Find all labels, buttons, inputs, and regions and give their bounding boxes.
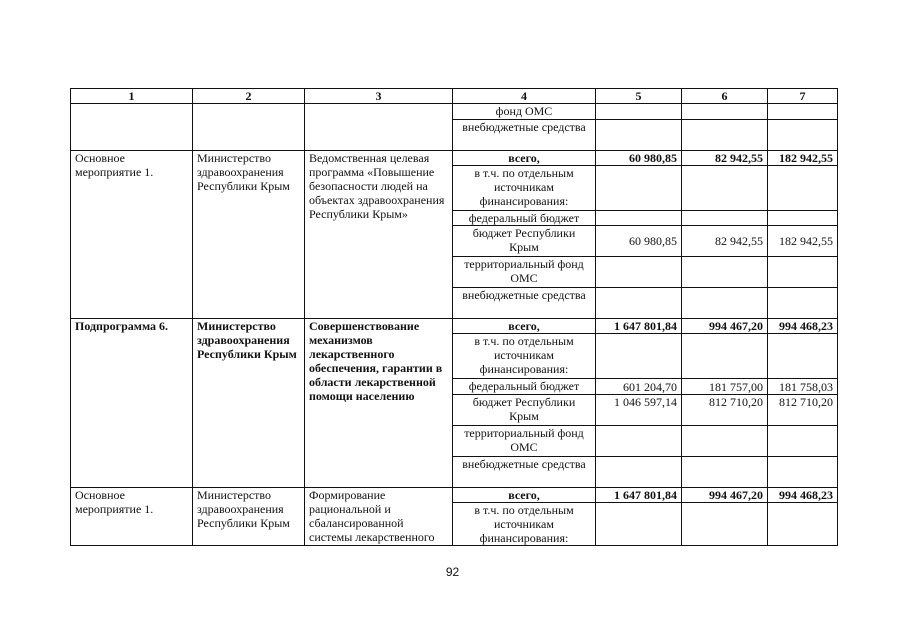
funding-source: внебюджетные средства [453,120,596,151]
value-cell [682,288,768,319]
value-cell: 812 710,20 [768,395,838,426]
value-cell [596,257,682,288]
value-cell [682,211,768,226]
value-cell: 1 647 801,84 [596,319,682,334]
empty-cell [71,104,193,151]
value-cell [682,503,768,546]
empty-cell [193,104,305,151]
activity-description: Формирование рациональной и сбалансированной системы лекарственного [305,488,453,546]
funding-source: федеральный бюджет [453,211,596,226]
value-cell: 60 980,85 [596,151,682,166]
responsible-executor: Министерство здравоохранения Республики Крым [193,151,305,319]
funding-source: федеральный бюджет [453,379,596,395]
column-header: 3 [305,89,453,104]
value-cell [682,426,768,457]
funding-source: внебюджетные средства [453,457,596,488]
column-header: 1 [71,89,193,104]
value-cell [596,503,682,546]
column-header: 7 [768,89,838,104]
value-cell [682,334,768,379]
table-row [71,104,838,120]
value-cell [596,457,682,488]
value-cell [768,104,838,120]
subprogram-name: Подпрограмма 6. [71,319,193,488]
value-cell: 812 710,20 [682,395,768,426]
value-cell [596,166,682,211]
responsible-executor: Министерство здравоохранения Республики Крым [193,488,305,546]
value-cell [768,288,838,319]
value-cell: 1 647 801,84 [596,488,682,503]
funding-source: территориальный фонд ОМС [453,257,596,288]
responsible-executor: Министерство здравоохранения Республики Крым [193,319,305,488]
funding-source: бюджет Республики Крым [453,226,596,257]
value-cell [768,457,838,488]
value-cell: 182 942,55 [768,226,838,257]
column-header: 4 [453,89,596,104]
subprogram-description: Совершенствование механизмов лекарственного обеспечения, гарантии в области лекарственной помощи населению [305,319,453,488]
value-cell: 994 467,20 [682,319,768,334]
funding-source: фонд ОМС [453,104,596,120]
column-header: 5 [596,89,682,104]
value-cell [596,104,682,120]
activity-name: Основное мероприятие 1. [71,151,193,319]
value-cell [596,120,682,151]
value-cell: 82 942,55 [682,151,768,166]
column-header: 2 [193,89,305,104]
funding-source: в т.ч. по отдельным источникам финансирования: [453,503,596,546]
funding-source: всего, [453,319,596,334]
value-cell: 60 980,85 [596,226,682,257]
funding-source: территориальный фонд ОМС [453,426,596,457]
value-cell [768,334,838,379]
column-header: 6 [682,89,768,104]
value-cell [682,104,768,120]
value-cell [768,166,838,211]
value-cell: 82 942,55 [682,226,768,257]
funding-source: бюджет Республики Крым [453,395,596,426]
table-row [71,488,838,503]
table-row [71,319,838,334]
value-cell [596,334,682,379]
table-header-row [71,89,838,104]
empty-cell [305,104,453,151]
value-cell [768,426,838,457]
value-cell [682,120,768,151]
value-cell [768,211,838,226]
funding-source: всего, [453,488,596,503]
value-cell [768,120,838,151]
value-cell: 994 468,23 [768,319,838,334]
value-cell [596,288,682,319]
value-cell: 994 467,20 [682,488,768,503]
page-number: 92 [445,565,460,579]
funding-source: в т.ч. по отдельным источникам финансирования: [453,334,596,379]
value-cell: 181 758,03 [768,379,838,395]
activity-name: Основное мероприятие 1. [71,488,193,546]
value-cell [596,426,682,457]
funding-source: внебюджетные средства [453,288,596,319]
value-cell: 1 046 597,14 [596,395,682,426]
value-cell [682,457,768,488]
budget-table [70,88,838,546]
value-cell [682,166,768,211]
value-cell [682,257,768,288]
value-cell [768,257,838,288]
value-cell [596,211,682,226]
value-cell: 994 468,23 [768,488,838,503]
activity-description: Ведомственная целевая программа «Повышение безопасности людей на объектах здравоохранения Республики Крым» [305,151,453,319]
funding-source: в т.ч. по отдельным источникам финансирования: [453,166,596,211]
value-cell: 601 204,70 [596,379,682,395]
value-cell: 181 757,00 [682,379,768,395]
value-cell: 182 942,55 [768,151,838,166]
table-row [71,151,838,166]
value-cell [768,503,838,546]
funding-source: всего, [453,151,596,166]
